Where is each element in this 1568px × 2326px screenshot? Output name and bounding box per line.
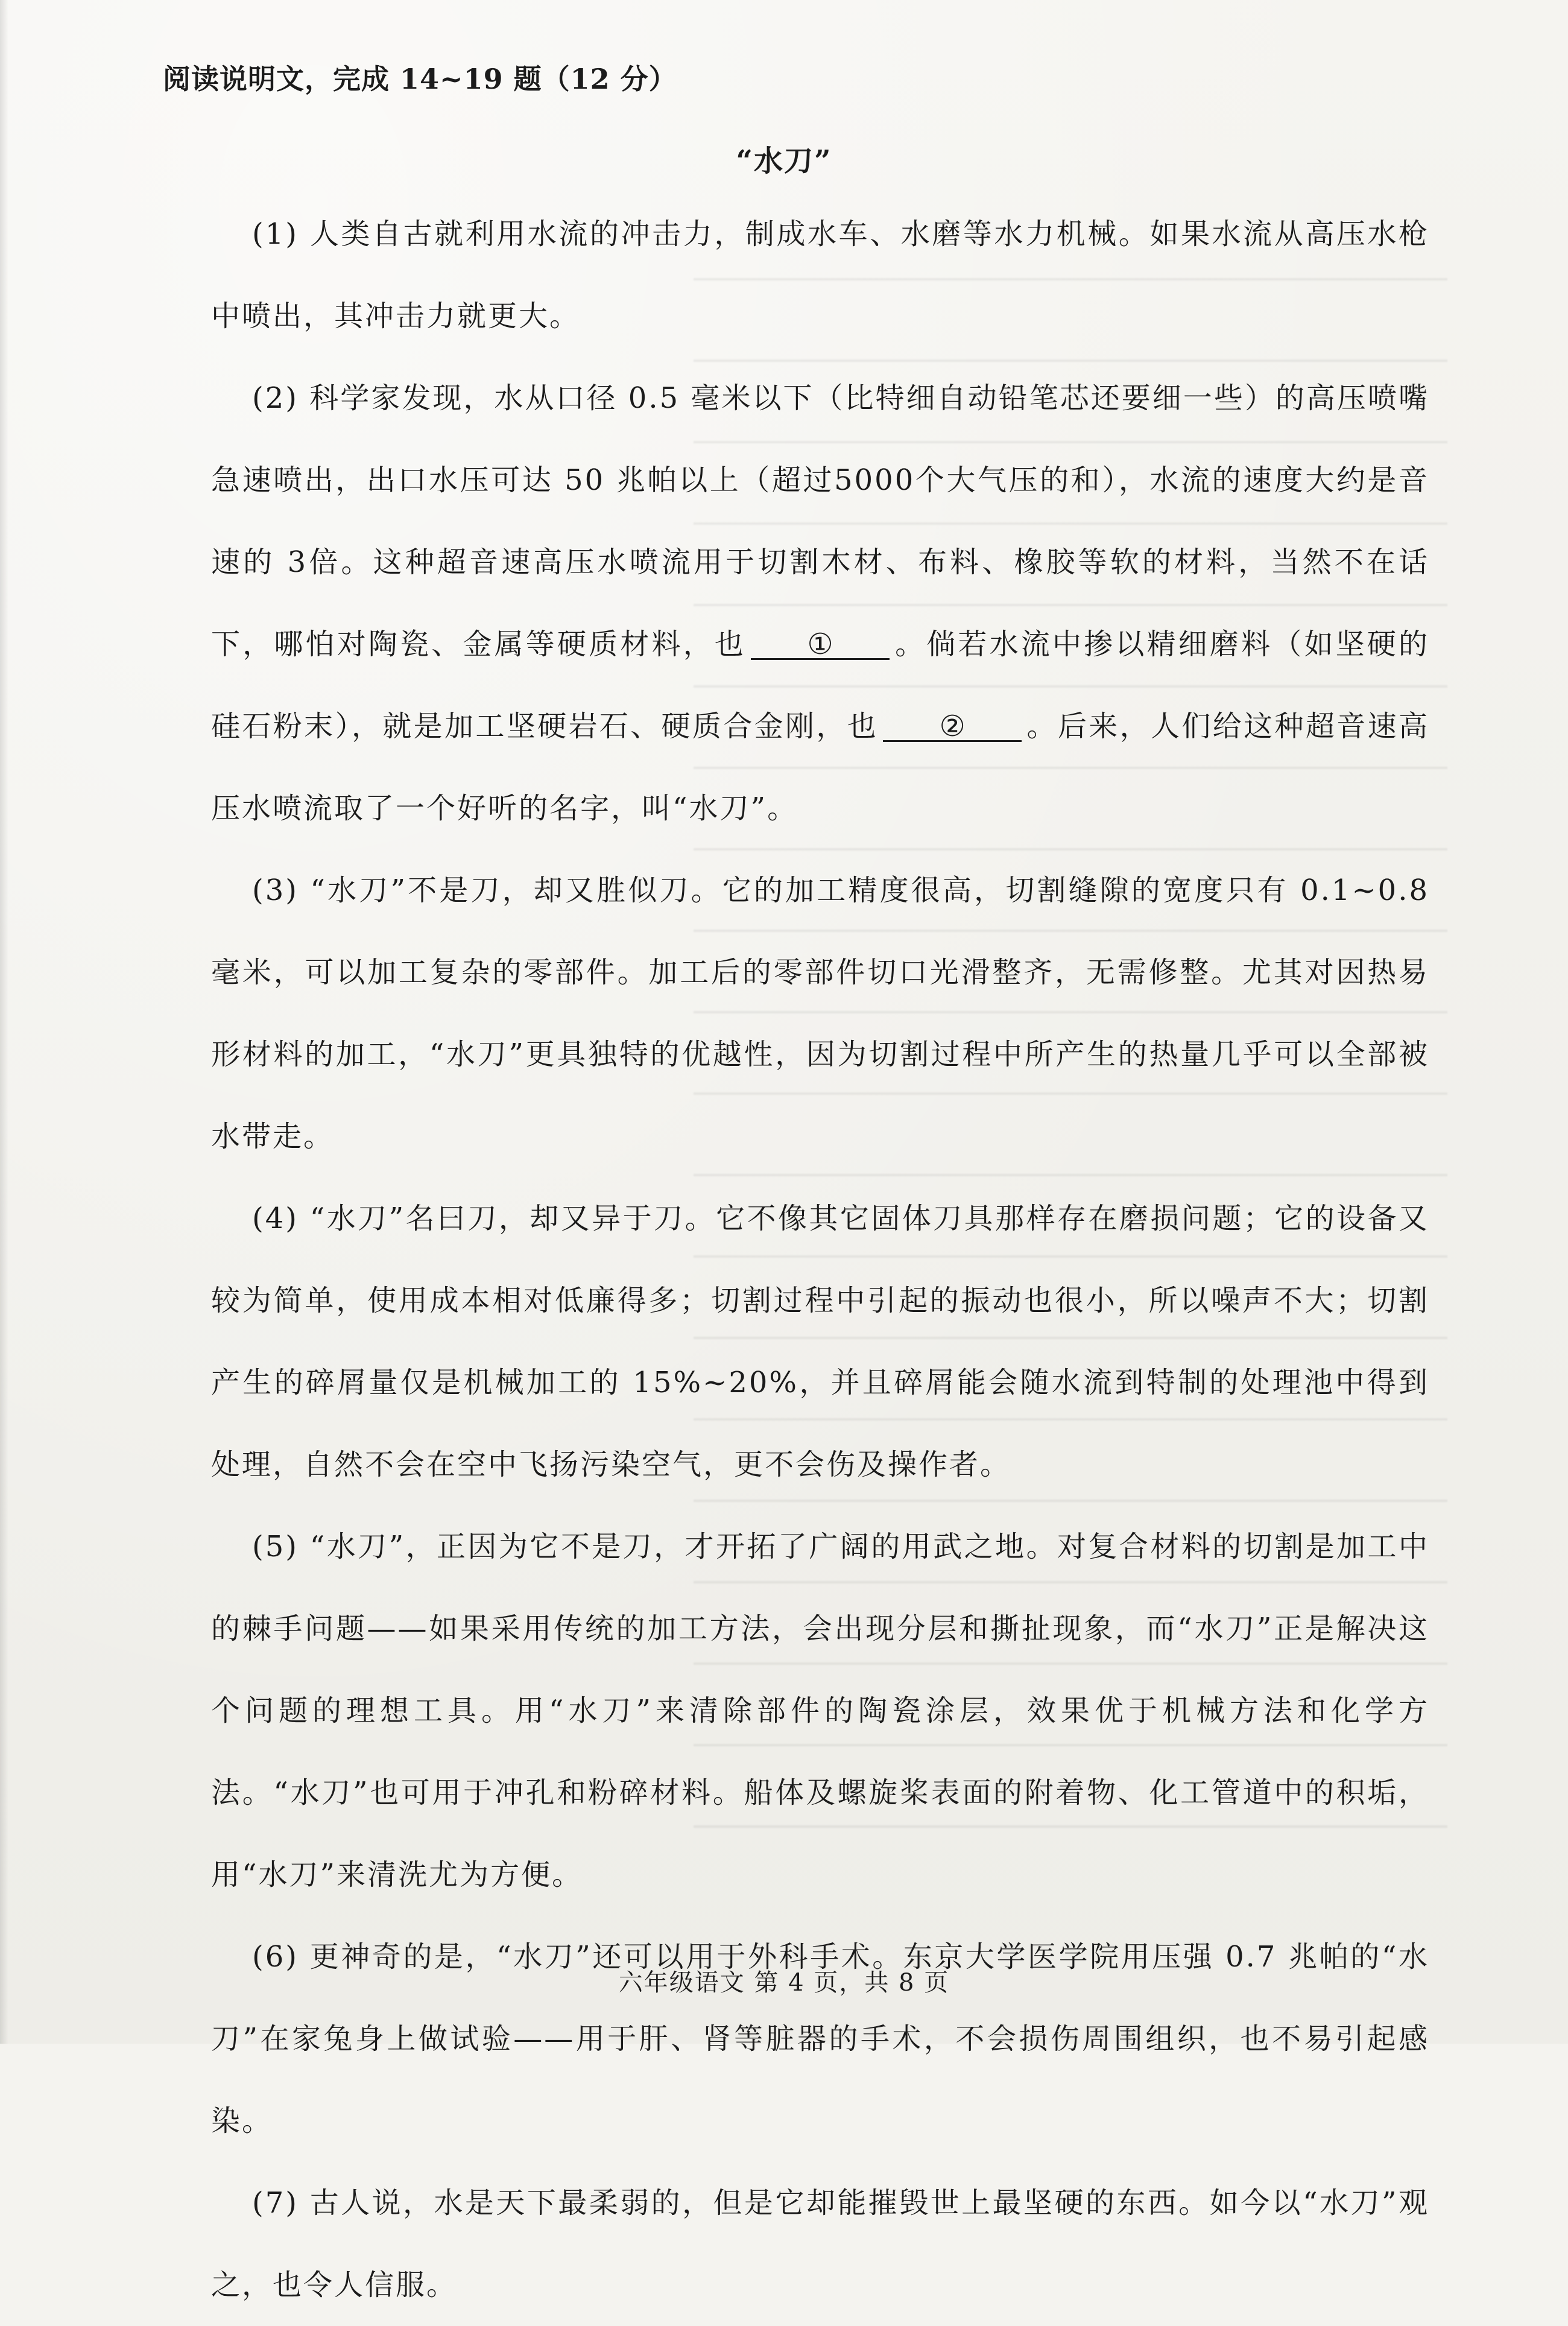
paragraph-7: [211, 2162, 1429, 2326]
page-fold-shadow: [0, 0, 8, 2044]
paragraph-2-text-before: (2) 科学家发现，水从口径 0.5 毫米以下（比特细自动铅笔芯还要细一些）的高压喷嘴急速喷出，出口水压可达 50 兆帕以上（超过5000个大气压的和），水流的速度大约是音速的 3倍。这种超音速高压水喷流用于切割木材、布料、橡胶等软的材料，当然不在话下，哪怕对陶瓷、金属等硬质材料，也: [211, 381, 1429, 661]
paragraph-2-text-middle: 。倘若水流中掺以精细磨料（如坚硬的硅石粉末），就是加工坚硬岩石、硬质合金刚，也: [211, 627, 1429, 743]
paragraph-1-text: (1) 人类自古就利用水流的冲击力，制成水车、水磨等水力机械。如果水流从高压水枪中喷出，其冲击力就更大。: [211, 217, 1429, 333]
paragraph-4: [211, 1177, 1429, 1506]
paragraph-3-text: (3) “水刀”不是刀，却又胜似刀。它的加工精度很高，切割缝隙的宽度只有 0.1~0.8 毫米，可以加工复杂的零部件。加工后的零部件切口光滑整齐，无需修整。尤其对因热易形材料的加工，“水刀”更具独特的优越性，因为切割过程中所产生的热量几乎可以全部被水带走。: [211, 873, 1429, 1153]
paragraph-6: [211, 1916, 1429, 2162]
paragraph-5-text: (5) “水刀”，正因为它不是刀，才开拓了广阔的用武之地。对复合材料的切割是加工中的棘手问题——如果采用传统的加工方法，会出现分层和撕扯现象，而“水刀”正是解决这个问题的理想工具。用“水刀”来清除部件的陶瓷涂层，效果优于机械方法和化学方法。“水刀”也可用于冲孔和粉碎材料。船体及螺旋桨表面的附着物、化工管道中的积垢，用“水刀”来清洗尤为方便。: [211, 1530, 1429, 1892]
article-title: “水刀”: [736, 144, 832, 178]
paragraph-1: [211, 193, 1429, 357]
paragraph-2: [211, 357, 1429, 849]
paragraph-3: [211, 849, 1429, 1177]
section-instruction: 阅读说明文，完成 14~19 题（12 分）: [163, 63, 677, 95]
paragraph-7-text: (7) 古人说，水是天下最柔弱的，但是它却能摧毁世上最坚硬的东西。如今以“水刀”观之，也令人信服。: [211, 2186, 1429, 2302]
paragraph-4-text: (4) “水刀”名曰刀，却又异于刀。它不像其它固体刀具那样存在磨损问题；它的设备又较为简单，使用成本相对低廉得多；切割过程中引起的振动也很小，所以噪声不大；切割产生的碎屑量仅是机械加工的 15%~20%，并且碎屑能会随水流到特制的处理池中得到处理，自然不会在空中飞扬污染空气，更不会伤及操作者。: [211, 1202, 1429, 1481]
page-footer: 六年级语文 第 4 页，共 8 页: [618, 1969, 950, 1997]
blank-1: ①: [751, 630, 890, 660]
paragraph-6-text: (6) 更神奇的是，“水刀”还可以用于外科手术。东京大学医学院用压强 0.7 兆帕的“水刀”在家兔身上做试验——用于肝、肾等脏器的手术，不会损伤周围组织，也不易引起感染。: [211, 1940, 1429, 2138]
blank-2: ②: [883, 712, 1022, 742]
paragraph-5: [211, 1506, 1429, 1916]
article-body: [211, 193, 1429, 2326]
paragraph-2-text-after: 。后来，人们给这种超音速高压水喷流取了一个好听的名字，叫“水刀”。: [211, 709, 1429, 825]
